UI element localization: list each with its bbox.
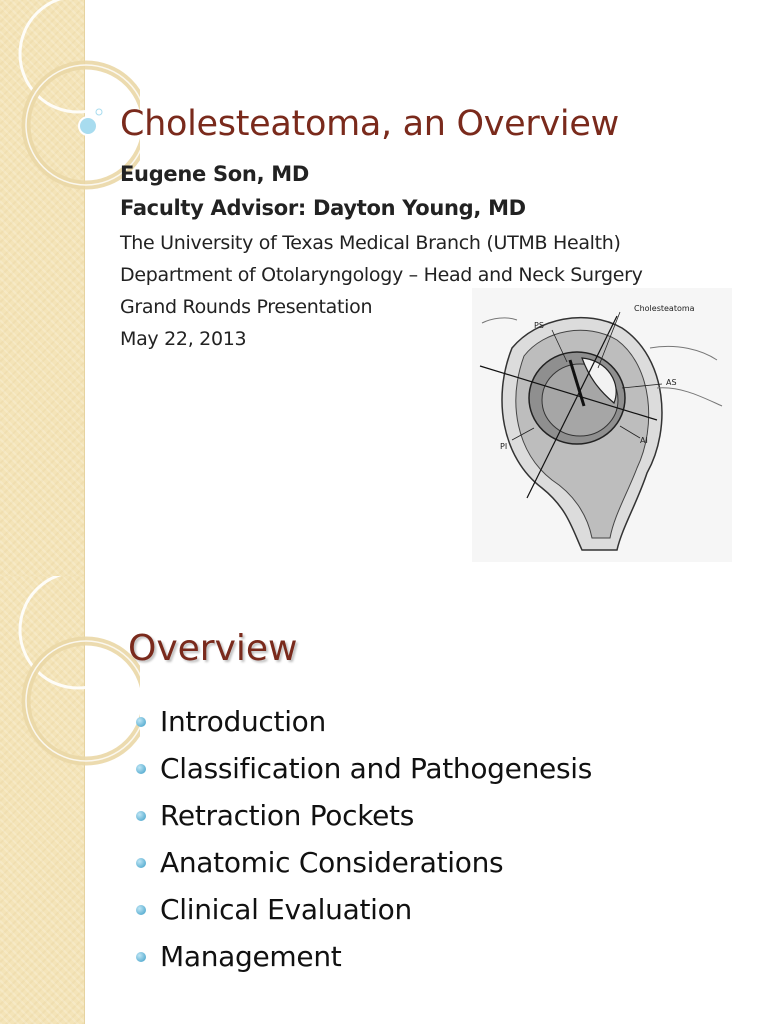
event-name: Grand Rounds Presentation <box>120 296 373 318</box>
faculty-advisor: Faculty Advisor: Dayton Young, MD <box>120 196 526 220</box>
bubble-icon <box>79 117 97 135</box>
label-pi: PI <box>500 442 508 451</box>
bullet-icon <box>136 905 146 915</box>
overview-list <box>136 704 592 986</box>
slide-title: Overview <box>128 628 298 669</box>
ear-diagram-illustration <box>472 288 732 562</box>
author-name: Eugene Son, MD <box>120 162 309 186</box>
department: Department of Otolaryngology – Head and Neck Surgery <box>120 264 643 286</box>
label-as: AS <box>666 378 677 387</box>
list-item: Clinical Evaluation <box>136 892 592 939</box>
list-item: Anatomic Considerations <box>136 845 592 892</box>
decorative-rings <box>0 0 140 576</box>
decorative-rings <box>0 576 140 1024</box>
list-item: Management <box>136 939 592 986</box>
overview-slide <box>0 576 768 1024</box>
bullet-icon <box>136 811 146 821</box>
label-ps: PS <box>534 321 544 330</box>
slide-title: Cholesteatoma, an Overview <box>120 104 619 144</box>
institution: The University of Texas Medical Branch (UTMB Health) <box>120 232 621 254</box>
bullet-icon <box>136 952 146 962</box>
list-item: Retraction Pockets <box>136 798 592 845</box>
list-item: Classification and Pathogenesis <box>136 751 592 798</box>
tympanic-membrane-figure <box>472 288 732 562</box>
list-item: Introduction <box>136 704 592 751</box>
presentation-date: May 22, 2013 <box>120 328 247 350</box>
bullet-icon <box>136 717 146 727</box>
label-cholesteatoma: Cholesteatoma <box>634 304 695 313</box>
label-ai: AI <box>640 436 648 445</box>
bullet-icon <box>136 858 146 868</box>
bullet-icon <box>136 764 146 774</box>
